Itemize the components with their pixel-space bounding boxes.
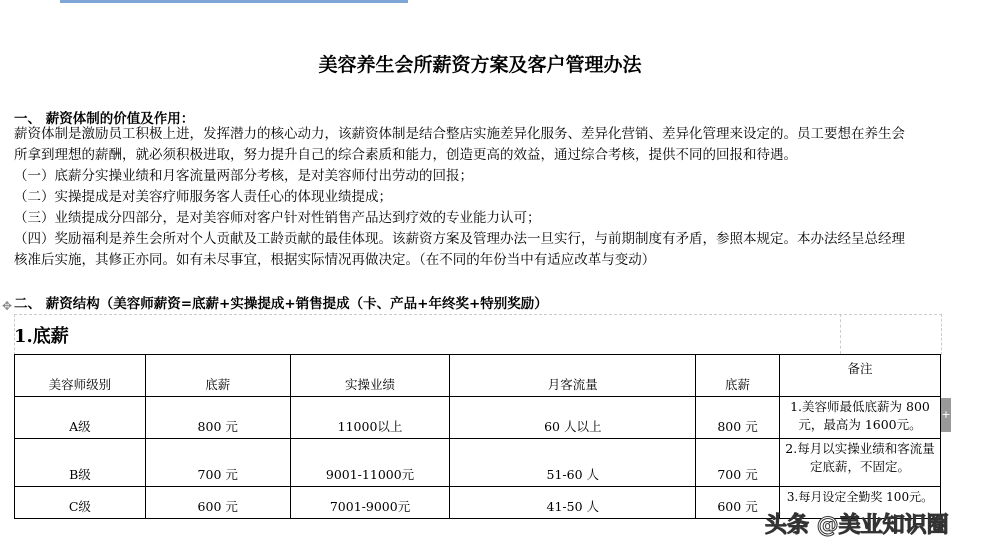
cell: 11000以上 xyxy=(290,397,450,439)
cell: B级 xyxy=(15,439,146,487)
header-cell: 底薪 xyxy=(145,355,290,397)
top-accent-bar xyxy=(60,0,408,3)
table-row xyxy=(15,439,941,487)
cell: 60 人以上 xyxy=(450,397,696,439)
add-column-plus-icon[interactable]: + xyxy=(941,398,951,432)
header-cell: 美容师级别 xyxy=(15,355,146,397)
cell: 700 元 xyxy=(696,439,780,487)
subheading-base-salary: 1.底薪 xyxy=(14,326,69,347)
table-outer-border xyxy=(14,314,942,355)
table-move-handle-icon[interactable]: ✥ xyxy=(2,299,13,313)
cell: 41-50 人 xyxy=(450,487,696,519)
table-row xyxy=(15,397,941,439)
cell: 51-60 人 xyxy=(450,439,696,487)
paragraph-line: （二）实操提成是对美容疗师服务客人责任心的体现业绩提成； xyxy=(14,189,392,205)
note-cell: 3.每月设定全勤奖 100元。 xyxy=(779,487,940,519)
cell: 9001-11000元 xyxy=(290,439,450,487)
paragraph-line: （四）奖励福利是养生会所对个人贡献及工龄贡献的最佳体现。该薪资方案及管理办法一旦实行，与前期制度有矛盾，参照本规定。本办法经呈总经理 xyxy=(14,231,905,247)
section1-heading: 一、 薪资体制的价值及作用： xyxy=(14,111,195,127)
header-cell: 底薪 xyxy=(696,355,780,397)
header-cell: 备注 xyxy=(779,355,940,397)
cell: 600 元 xyxy=(145,487,290,519)
paragraph-line: 薪资体制是激励员工积极上进，发挥潜力的核心动力，该薪资体制是结合整店实施差异化服务、差异化营销、差异化管理来设定的。员工要想在养生会 xyxy=(14,126,905,142)
table-header-row xyxy=(15,355,941,397)
paragraph-line: （一）底薪分实操业绩和月客流量两部分考核，是对美容师付出劳动的回报； xyxy=(14,168,473,184)
section1-body xyxy=(14,124,954,271)
watermark: 头条 @美业知识圈 xyxy=(765,513,949,538)
paragraph-line: 核准后实施，其修正亦同。如有未尽事宜，根据实际情况再做决定。（在不同的年份当中有适应改革与变动） xyxy=(14,252,656,268)
paragraph-line: 所拿到理想的薪酬，就必须积极进取，努力提升自己的综合素质和能力，创造更高的效益，通过综合考核，提供不同的回报和待遇。 xyxy=(14,147,797,163)
cell: A级 xyxy=(15,397,146,439)
salary-table xyxy=(14,354,941,519)
section2-heading: 二、 薪资结构（美容师薪资=底薪+实操提成+销售提成（卡、产品+年终奖+特别奖励） xyxy=(14,296,548,312)
header-cell: 月客流量 xyxy=(450,355,696,397)
table-divider xyxy=(840,314,841,354)
note-cell: 2.每月以实操业绩和客流量定底薪，不固定。 xyxy=(779,439,940,487)
cell: 700 元 xyxy=(145,439,290,487)
cell: 800 元 xyxy=(145,397,290,439)
cell: C级 xyxy=(15,487,146,519)
paragraph-line: （三）业绩提成分四部分，是对美容师对客户针对性销售产品达到疗效的专业能力认可； xyxy=(14,210,541,226)
cell: 800 元 xyxy=(696,397,780,439)
header-cell: 实操业绩 xyxy=(290,355,450,397)
document-title: 美容养生会所薪资方案及客户管理办法 xyxy=(318,54,642,76)
note-cell: 1.美容师最低底薪为 800 元，最高为 1600元。 xyxy=(779,397,940,439)
cell: 7001-9000元 xyxy=(290,487,450,519)
cell: 600 元 xyxy=(696,487,780,519)
